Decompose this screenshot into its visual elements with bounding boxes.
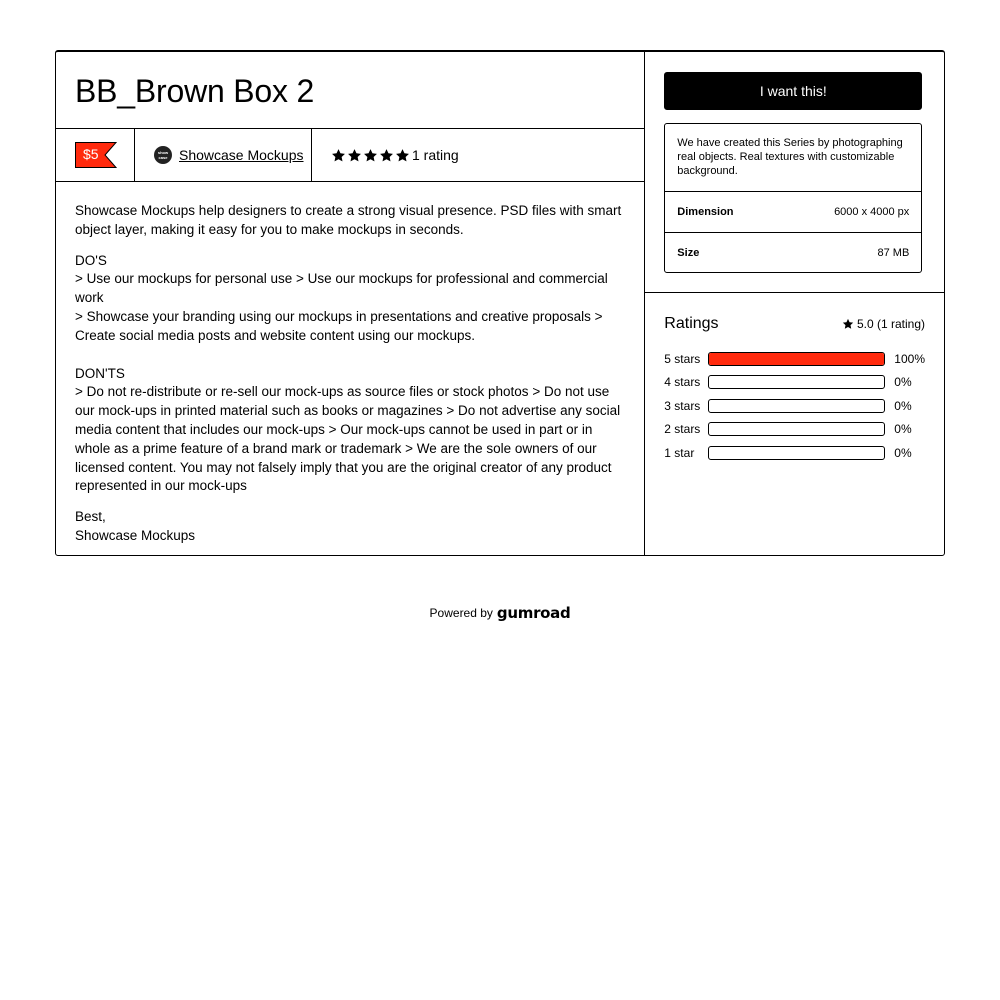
detail-key: Dimension	[677, 206, 734, 218]
rating-bar-track	[708, 446, 885, 460]
avatar-text: show case	[157, 150, 169, 160]
rating-count: 1 rating	[412, 147, 459, 163]
detail-value: 87 MB	[877, 246, 910, 259]
rating-bar-row	[664, 441, 925, 465]
creator-avatar	[154, 146, 172, 164]
rating-bar-percent: 0%	[894, 398, 912, 413]
detail-row-dimension	[665, 192, 921, 232]
spacer	[75, 346, 625, 358]
product-title: BB_Brown Box 2	[75, 73, 315, 109]
powered-by-text: Powered by	[429, 606, 493, 620]
ratings-header	[664, 315, 925, 333]
rating-bar-percent: 0%	[894, 375, 912, 390]
star-icon	[363, 148, 378, 163]
rating-bar-track	[708, 399, 885, 413]
product-summary: We have created this Series by photographing real objects. Real textures with customizable background.	[665, 124, 921, 192]
detail-value: 6000 x 4000 px	[834, 206, 910, 218]
rating-bar-fill	[709, 353, 884, 365]
rating-bar-label: 2 stars	[664, 422, 701, 437]
product-description	[56, 182, 644, 546]
donts-title: DON'TS	[75, 365, 125, 381]
price-cell	[56, 129, 135, 181]
brand-text: gumroad	[496, 604, 571, 622]
signoff-line-2: Showcase Mockups	[75, 527, 196, 543]
star-icon	[395, 148, 410, 163]
description-intro: Showcase Mockups help designers to create a strong visual presence. PSD files with smart object layer, making it easy for you to make mockups in seconds.	[75, 203, 622, 237]
signoff-line-1: Best,	[75, 509, 106, 525]
rating-bar-label: 1 star	[664, 445, 695, 460]
rating-cell	[312, 129, 644, 181]
price-label: $5	[83, 146, 99, 162]
rating-bar-track	[708, 375, 885, 389]
ratings-title: Ratings	[664, 315, 719, 332]
product-sidebar	[645, 52, 944, 555]
donts-body: > Do not re-distribute or re-sell our mock-ups as source files or stock photos > Do not use our mock-ups in printed material such as books or magazines > Do not advertise any social media content that includes our mock-ups > Our mock-ups cannot be used in part or in whole as a prime feature of a brand mark or trademark > We are the sole owners of our licensed content. You may not falsely imply that you are the original creator of any product represented in our mock-ups	[75, 384, 621, 494]
gumroad-logo-link[interactable]	[497, 604, 571, 622]
creator-link[interactable]: Showcase Mockups	[179, 147, 304, 163]
buy-button[interactable]: I want this!	[664, 72, 922, 110]
title-row	[56, 52, 644, 129]
price-badge	[75, 142, 117, 168]
product-meta-row	[56, 129, 644, 182]
rating-bar-percent: 0%	[894, 445, 912, 460]
ratings-summary-text: 5.0 (1 rating)	[856, 317, 925, 331]
rating-bar-row	[664, 371, 925, 395]
detail-row-size	[665, 232, 921, 272]
detail-key: Size	[677, 246, 700, 259]
dos-line-2: > Showcase your branding using our mockups in presentations and creative proposals > Create social media posts and website content using our mockups.	[75, 308, 603, 343]
creator-cell	[135, 129, 312, 181]
star-icon	[379, 148, 394, 163]
buy-section	[645, 52, 944, 293]
dos-line-1: > Use our mockups for personal use > Use our mockups for professional and commercial work	[75, 271, 608, 306]
rating-bar-label: 3 stars	[664, 398, 701, 413]
dos-title: DO'S	[75, 252, 107, 268]
product-info-box	[664, 123, 922, 273]
star-icon	[331, 148, 346, 163]
rating-bar-row	[664, 394, 925, 418]
rating-bar-track	[708, 352, 885, 366]
rating-bar-row	[664, 418, 925, 442]
star-icon	[842, 318, 854, 330]
rating-bar-label: 5 stars	[664, 351, 701, 366]
ratings-section	[645, 293, 944, 465]
rating-bar-label: 4 stars	[664, 375, 701, 390]
footer	[0, 604, 1000, 622]
product-card	[55, 50, 945, 556]
product-main	[56, 52, 645, 555]
star-icon	[347, 148, 362, 163]
ratings-summary	[842, 317, 925, 331]
rating-bar-row	[664, 347, 925, 371]
rating-stars	[331, 148, 410, 163]
rating-bar-percent: 0%	[894, 422, 912, 437]
rating-bar-percent: 100%	[894, 351, 925, 366]
rating-bar-track	[708, 422, 885, 436]
